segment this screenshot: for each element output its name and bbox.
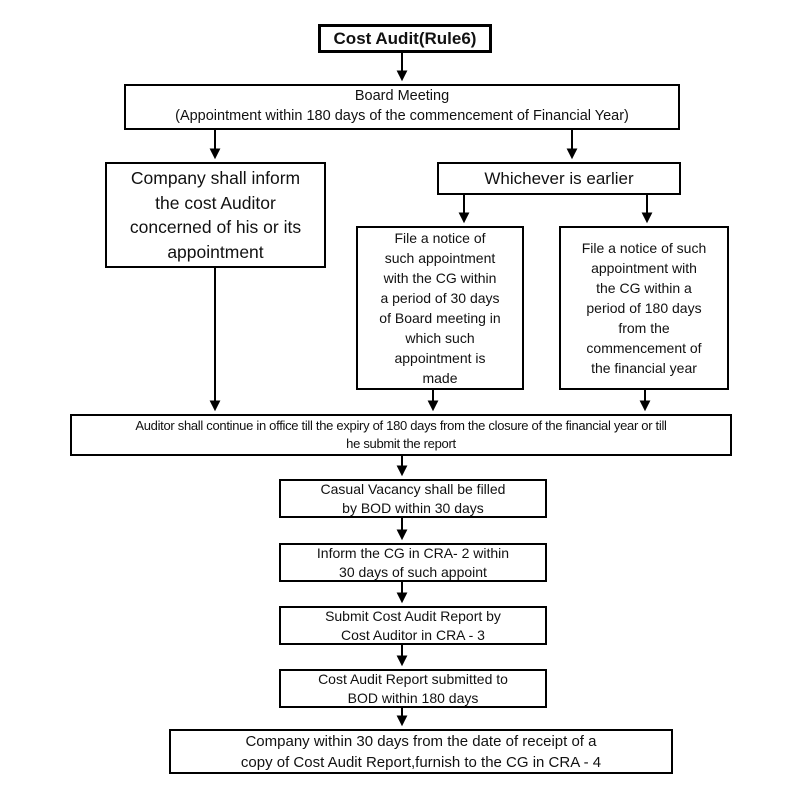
node-board-meeting: Board Meeting (Appointment within 180 days of the commencement of Financial Year) — [124, 84, 680, 130]
node-report-to-bod-180-days: Cost Audit Report submitted to BOD within 180 days — [279, 669, 547, 708]
node-submit-report-cra3: Submit Cost Audit Report by Cost Auditor in CRA - 3 — [279, 606, 547, 645]
node-furnish-cg-cra4: Company within 30 days from the date of receipt of a copy of Cost Audit Report,furnish to the CG in CRA - 4 — [169, 729, 673, 774]
node-cost-audit-title: Cost Audit(Rule6) — [318, 24, 492, 53]
node-file-notice-180-days: File a notice of such appointment with the CG within a period of 180 days from the commencement of the financial year — [559, 226, 729, 390]
node-file-notice-30-days: File a notice of such appointment with the CG within a period of 30 days of Board meeting in which such appointment is made — [356, 226, 524, 390]
node-casual-vacancy: Casual Vacancy shall be filled by BOD within 30 days — [279, 479, 547, 518]
node-auditor-continue-in-office: Auditor shall continue in office till the expiry of 180 days from the closure of the financial year or till he submit the report — [70, 414, 732, 456]
node-company-shall-inform: Company shall inform the cost Auditor concerned of his or its appointment — [105, 162, 326, 268]
node-inform-cg-cra2: Inform the CG in CRA- 2 within 30 days of such appoint — [279, 543, 547, 582]
node-whichever-is-earlier: Whichever is earlier — [437, 162, 681, 195]
